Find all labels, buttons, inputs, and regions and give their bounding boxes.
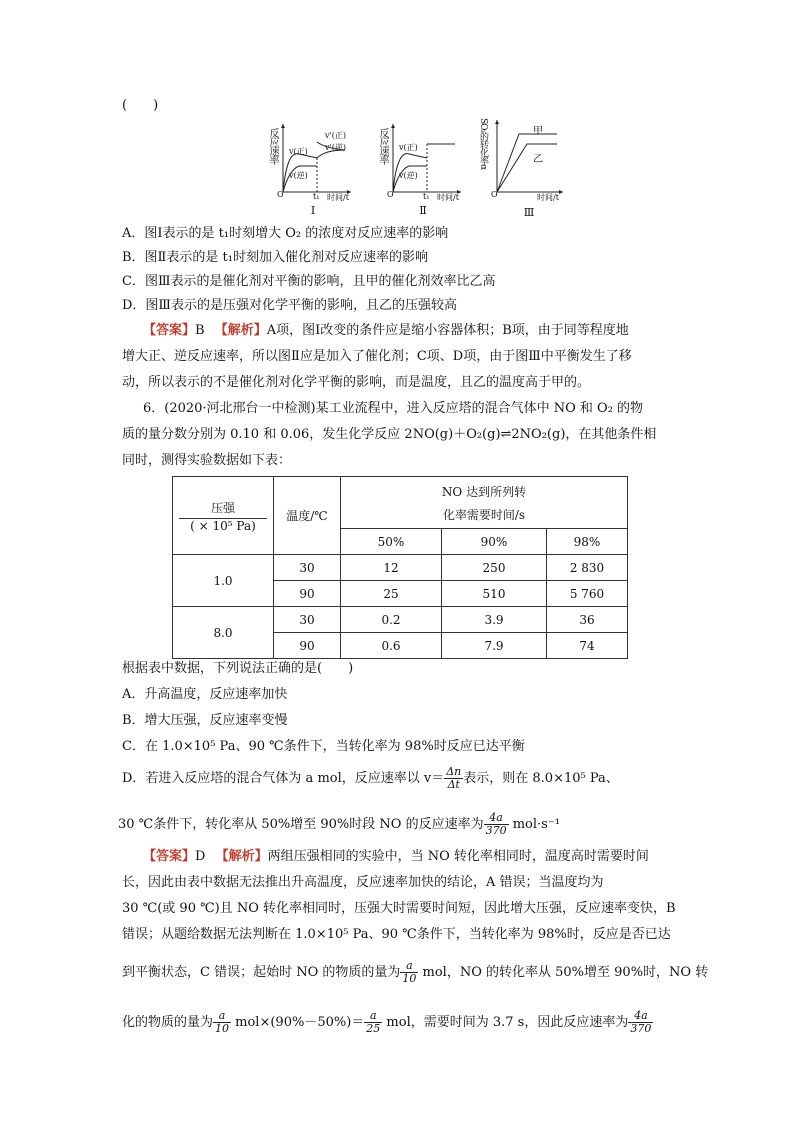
option-d-text: D．若进入反应塔的混合气体为 a mol，反应速率以 v＝ [122,771,445,786]
q6-option-b: B．增大压强，反应速率变慢 [122,713,288,728]
q5-option-a: A．图Ⅰ表示的是 t₁时刻增大 O₂ 的浓度对反应速率的影响 [122,226,449,241]
cell-temp: 90 [274,633,341,659]
header-conversion-line2: 化率需要时间/s [442,507,526,522]
fraction-numerator: a [213,1010,231,1023]
cell-temp: 90 [274,581,341,607]
analysis-text: mol，NO 的转化率从 50%增至 90%时，NO 转 [418,965,709,980]
header-pressure-label: 压强 [210,500,235,515]
fraction-rate [484,812,509,837]
fraction-numerator: Δn [446,765,462,778]
q5-option-b: B．图Ⅱ表示的是 t₁时刻加入催化剂对反应速率的影响 [122,250,428,265]
analysis-text: mol，需要时间为 3.7 s，因此反应速率为 [382,1015,629,1030]
figure-1-origin: O [277,190,284,199]
answer-letter: D [195,849,206,864]
cell-value: 5 760 [547,581,628,607]
fraction [213,1010,231,1035]
q6-option-a: A．升高温度，反应速率加快 [122,687,288,702]
figure-3-xlabel: 时间/t [537,193,559,202]
figure-1 [265,120,355,217]
figure-2-curve-label: v(正) [399,143,418,152]
cell-value: 250 [442,555,547,581]
data-table [172,476,628,659]
figure-1-curve-label: v'(逆) [325,143,346,152]
answer-tag: 【答案】 [143,849,196,864]
cell-value: 510 [442,581,547,607]
cell-value: 74 [547,633,628,659]
figure-1-curve-label: v'(正) [325,131,346,140]
q6-prompt: 根据表中数据，下列说法正确的是( ) [122,661,354,676]
header-pressure-unit: ( × 10⁵ Pa) [179,518,267,533]
cell-pressure: 1.0 [173,555,274,607]
figure-3-ylabel: SO₂的转化率α [478,118,488,170]
header-conv-90: 90% [442,529,547,555]
fraction [400,960,418,985]
fraction-denominator: 10 [215,1022,230,1035]
header-conversion-line1: NO 达到所列转 [441,484,527,499]
figure-1-xlabel: 时间/t [327,193,349,202]
analysis-text: mol×(90%－50%)＝ [231,1015,365,1030]
figure-2-ylabel: 反应速率 [377,128,388,164]
option-d-text: 表示，则在 8.0×10⁵ Pa、 [463,771,619,786]
q6-option-d-line2 [118,812,560,837]
q5-analysis-line: 动，所以表示的不是催化剂对化学平衡的影响，而是温度，且乙的温度高于甲的。 [122,375,591,390]
cell-temp: 30 [274,555,341,581]
answer-letter: B [195,323,205,338]
q6-analysis-line [122,960,708,985]
figure-3-curve-label: 甲 [533,126,543,137]
cell-value: 7.9 [442,633,547,659]
cell-value: 25 [341,581,442,607]
q5-option-d: D．图Ⅲ表示的是压强对化学平衡的影响，且乙的压强较高 [122,298,457,313]
fraction-numerator: a [400,960,418,973]
header-temp: 温度/℃ [274,477,341,555]
analysis-text: 到平衡状态，C 错误；起始时 NO 的物质的量为 [122,965,401,980]
option-d-text: 30 ℃条件下，转化率从 50%增至 90%时段 NO 的反应速率为 [118,817,484,832]
fraction-denominator: Δt [447,778,460,791]
q6-analysis-line: 30 ℃(或 90 ℃)且 NO 转化率相同时，压强大时需要时间短，因此增大压强，反应速率变快，B [122,901,676,916]
figure-3-curve-label: 乙 [533,154,543,165]
q6-analysis-line: 长，因此由表中数据无法推出升高温度，反应速率加快的结论，A 错误；当温度均为 [122,875,604,890]
figure-3 [477,114,567,219]
cell-pressure: 8.0 [173,607,274,659]
figure-1-label: Ⅰ [310,204,316,217]
cell-value: 3.9 [442,607,547,633]
analysis-text: 两组压强相同的实验中，当 NO 转化率相同时，温度高时需要时间 [267,849,649,864]
table-row [173,607,628,633]
cell-value: 12 [341,555,442,581]
header-conversion [341,477,628,529]
fraction-numerator: 4a [628,1010,653,1023]
fraction [364,1010,382,1035]
q6-stem-line: 同时，测得实验数据如下表： [122,453,292,468]
cell-value: 0.6 [341,633,442,659]
figure-1-t1: t₁ [313,192,320,201]
figure-1-curve-label: v(正) [289,147,308,156]
analysis-text: A项，图Ⅰ改变的条件应是缩小容器体积；B项，由于同等程度地 [266,323,629,338]
q6-option-c: C．在 1.0×10⁵ Pa、90 ℃条件下，当转化率为 98%时反应已达平衡 [122,739,525,754]
q6-option-d-line1 [122,766,619,791]
figure-3-graph [477,114,567,200]
fraction [628,1010,653,1035]
header-conv-50: 50% [341,529,442,555]
table-row [173,555,628,581]
q6-analysis-line [122,1010,653,1035]
figure-2-label: Ⅱ [419,204,427,217]
q6-stem-line: 质的量分数分别为 0.10 和 0.06，发生化学反应 2NO(g)＋O₂(g)⇌2NO₂(g)，在其他条件相 [122,427,657,442]
figure-2-curve-label: v(逆) [399,171,418,180]
option-d-text: mol·s⁻¹ [508,817,560,832]
figure-1-curve-label: v(逆) [289,171,308,180]
cell-value: 36 [547,607,628,633]
cell-value: 2 830 [547,555,628,581]
analysis-tag: 【解析】 [215,849,268,864]
analysis-tag: 【解析】 [214,323,267,338]
figure-2-origin: O [387,190,394,199]
q5-analysis-line: 增大正、逆反应速率，所以图Ⅱ应是加入了催化剂；C项、D项，由于图Ⅲ中平衡发生了移 [122,349,632,364]
figure-group [255,120,575,220]
fraction-numerator: 4a [484,812,509,825]
question-bracket: ( ) [122,98,159,113]
fraction-denominator: 25 [366,1022,381,1035]
q6-answer-line [143,848,649,866]
figure-3-origin: O [491,190,498,199]
q6-stem-line: 6．(2020·河北邢台一中检测)某工业流程中，进入反应塔的混合气体中 NO 和 O₂ 的物 [143,401,644,416]
figure-2-t1: t₁ [423,192,430,201]
fraction-numerator: a [364,1010,382,1023]
cell-value: 0.2 [341,607,442,633]
figure-2-xlabel: 时间/t [437,193,459,202]
q5-option-c: C．图Ⅲ表示的是催化剂对平衡的影响，且甲的催化剂效率比乙高 [122,274,496,289]
header-pressure [173,477,274,555]
analysis-text: 化的物质的量为 [122,1015,214,1030]
q5-answer-line [143,322,629,340]
figure-1-ylabel: 反应速率 [267,128,278,164]
figure-3-label: Ⅲ [523,206,535,219]
fraction-denominator: 370 [630,1022,652,1035]
answer-tag: 【答案】 [143,323,196,338]
q6-analysis-line: 错误；从题给数据无法判断在 1.0×10⁵ Pa、90 ℃条件下，当转化率为 98%时，反应是否已达 [122,927,671,942]
cell-temp: 30 [274,607,341,633]
figure-2 [375,120,465,217]
fraction-denominator: 10 [402,972,417,985]
fraction-dn-dt [444,766,463,791]
fraction-denominator: 370 [485,824,507,837]
header-conv-98: 98% [547,529,628,555]
